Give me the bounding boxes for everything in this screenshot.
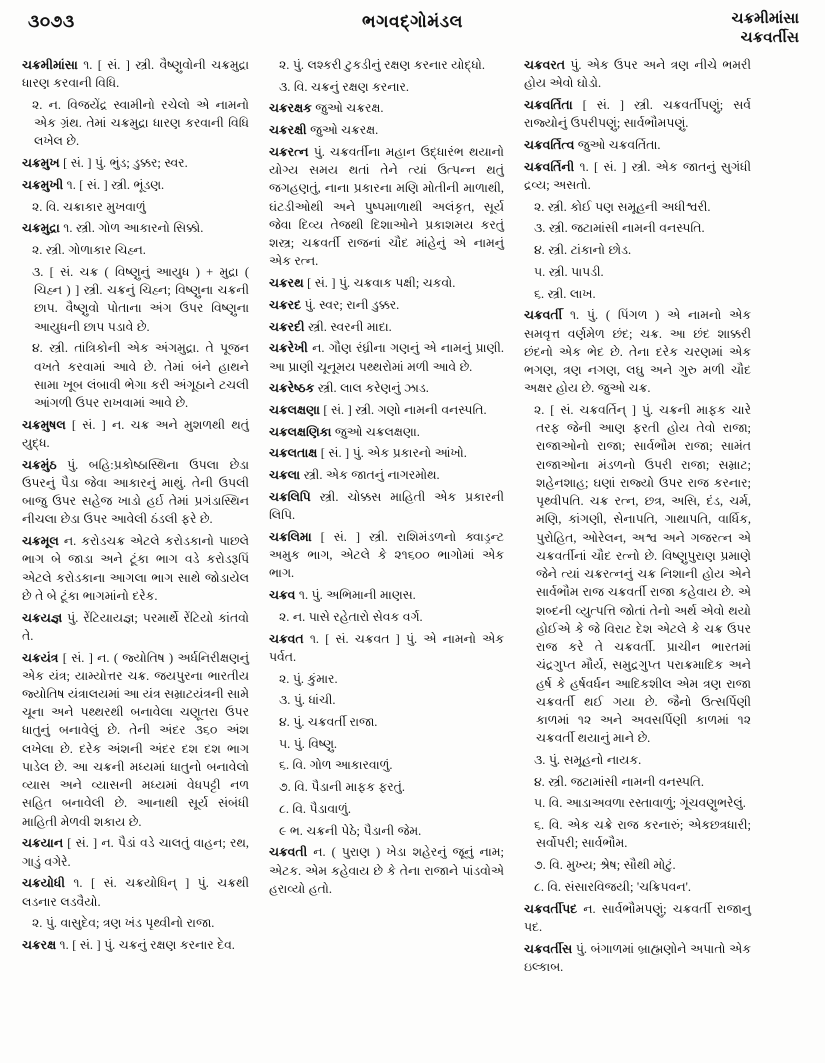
entry-sense: ૫. સ્ત્રી. પાપડી. [534,264,604,279]
entry-sense: ૩. પું. ધાંચી. [279,693,336,708]
dictionary-entry: ચક્રમુદ્રા ૧. સ્ત્રી. ગોળ આકારનો સિક્કો. [22,221,204,236]
dictionary-entry: ચક્રવર્તિની ૧. [ સં. ] સ્ત્રી. એક જાતનું સુગંધી દ્રવ્ય; અસતો. [524,159,751,192]
dictionary-entry: ચક્રયોધી ૧. [ સં. ચક્રયોધિન્ ] પું. ચક્રથી લડનાર લડવૈયો. [22,876,249,909]
headword: ચક્રરક્ષી [269,123,307,138]
dictionary-entry: ચક્રવર્તિત્વ જુઓ ચક્રવર્તિતા. [524,137,661,152]
headword: ચક્રરેષ્ઠક [269,381,315,396]
headword: ચક્રલક્ષણા [269,402,320,417]
entry-sense: ૮. વિ. પૈડાવાળું. [279,801,351,816]
entry-sense: ૩. પું. સમૂહનો નાયક. [534,752,642,767]
headword: ચક્રરદી [269,319,305,334]
entry-sense: ૬. વિ. ગોળ આકારવાળું. [279,758,393,773]
headword: ચક્રવર્તીપદ [524,901,578,916]
entry-sense: ૩. [ સં. ચક્ર ( વિષ્ણુનું આયુધ ) + મુદ્રા ( ચિહ્ન ) ] સ્ત્રી. ચક્રનું ચિહ્ન; વિષ્ણુના ચક્રની છાપ. વૈષ્ણુવો પોતાના અંગ ઉપર વિષ્ણુના આયુધની છાપ પડાવે છે. [32,264,249,334]
dictionary-entry: ચક્રવતી ન. ( પુરાણ ) ખેડા શહેરનું જૂનું નામ; એટક. એમ કહેવાય છે કે તેના રાજાને પાંડવોએ હરાવ્યો હતો. [269,845,504,896]
column-3 [510,56,765,980]
guide-word-first: ચક્રમીમાંસા [731,11,799,27]
entry-sense: ૪. સ્ત્રી. ટાંકાનો છોડ. [534,243,632,258]
dictionary-entry: ચક્રરદ પું. સ્વર; રાની ડુક્કર. [269,297,400,312]
dictionary-entry: ચક્રરત્ન પું. ચક્રવર્તીના મહાન ઉદ્ધારંભ થયાનો યોગ્ય સમય થતાં તેને ત્યાં ઉત્પન્ન થતું જગહણતું, નાના પ્રકારના મણિ મોતીની માળાથી, ઘંટડીઓથી અને પુષ્પમાળાથી અલંકૃત, સૂર્ય જેવા દિવ્ય તેજથી દિશાઓને પ્રકાશમય કરતું શસ્ત્ર; ચક્રવર્તી રાજનાં ચૌદ માંહેનું એ નામનું એક રત્ન. [269,144,504,269]
entry-sense: ૫. વિ. આડાઅવળા રસ્તાવાળું; ગૂંચવણુભરેલું. [534,796,746,811]
entry-sense: ૨. વિ. ચક્રાકાર મુખવાળું [32,199,146,214]
entry-sense: ૨. [ સં. ચક્રવર્તિન્ ] પું. ચક્રની માફક ચારે તરફ જેની આણ ફરતી હોય તેવો રાજા; રાજાઓનો રાજા; સાર્વભૌમ રાજા; સામંત રાજાઓના મંડળનો ઉપરી રાજા; સમ્રાટ; શહેનશાહ; ઘણાં રાજ્યો ઉપર રાજ કરનાર; પૃથ્વીપતિ. ચક્ર રત્ન, છત્ર, અસિ, દંડ, ચર્મ, મણિ, કાંગણી, સેનાપતિ, ગાથાપતિ, વાર્ધિક, પુરોહિત, ઓરેલન, અશ્વ અને ગજરત્ન એ ચક્રવર્તીનાં ચૌદ રત્નો છે. વિષ્ણુપુરાણ પ્રમાણે જેને ત્યાં ચક્રરત્નનું ચક્ર નિશાની હોય એને સાર્વભૌમ રાજ ચક્રવર્તી રાજા કહેવાય છે. એ શબ્દની વ્યુત્પત્તિ જોતાં તેનો અર્થ એવો થયો હોઈએ કે જે વિરાટ દેશ એટલે કે ચક્ર ઉપર રાજ કરે તે ચક્રવર્તી. પ્રાચીન ભારતમાં ચંદ્રગુપ્ત મૌર્ય, સમુદ્રગુપ્ત પરાક્રમાદિક અને હર્ષ કે હર્ષવર્ધન આદિકશીલ એમ ત્રણ રાજા ચક્રવર્તી થઈ ગયા છે. જૈનો ઉત્સર્પિણી કાળમાં ૧૨ અને અવસર્પિણી કાળમાં ૧૨ ચક્રવર્તી થયાનું માને છે. [534,402,751,746]
dictionary-entry: ચક્રરક્ષ ૧. [ સં. ] પું. ચક્રનું રક્ષણ કરનાર દેવ. [22,938,235,953]
dictionary-entry: ચક્રયાન [ સં. ] ન. પૈડાં વડે ચાલતું વાહન; રથ, ગાડું વગેરે. [22,836,249,869]
text-columns [0,56,825,1061]
dictionary-entry: ચક્રરક્ષી જુઓ ચક્રરક્ષ. [269,123,379,138]
dictionary-entry: ચક્રયંત્ર [ સં. ] ન. ( જ્યોતિષ ) અર્ધનિરીક્ષણનું એક યંત્ર; યામ્યોત્તર ચક્ર. જયપુરના ભારતીય જ્યોતિષ યંત્રાલયમાં આ યંત્ર સમ્રાટયંત્રની સામે ચૂના અને પથ્થરથી બનાવેલા ચણૂતરા ઉપર ધાતુનું બનાવેલું છે. તેની અંદર ૩૬૦ અંશ લખેલા છે. દરેક અંશની અંદર દશ દશ ભાગ પાડેલ છે. આ ચક્રની મધ્યમાં ધાતુનો બનાવેલો વ્યાસ અને વ્યાસની મધ્યમાં વેધપટ્ટી નળ સહિત બનાવેલી છે. આનાથી સૂર્ય સંબંધી માહિતી મેળવી શકાય છે. [22,650,249,829]
headword: ચક્રલક્ષણિકા [269,424,332,439]
headword: ચક્રલતાક્ષ [269,446,318,461]
entry-sense: ૬. વિ. એક ચક્રે રાજ કરનારું; એકછત્રધારી; સર્વોપરી; સાર્વભૌમ. [534,818,751,851]
headword: ચક્રયોધી [22,876,65,891]
entry-sense: ૪. સ્ત્રી. જટામાંસી નામની વનસ્પતિ. [534,774,704,789]
headword: ચક્રવતી [269,845,308,860]
dictionary-entry: ચક્રમુષલ [ સં. ] ન. ચક્ર અને મુશળથી થતું યુદ્ધ. [22,417,249,450]
dictionary-entry: ચક્રરેખી ન. ગૌણ રંધ્રીના ગણનું એ નામનું પ્રાણી. આ પ્રાણી ચૂનૂમય પથ્થરોમાં મળી આવે છે. [269,341,504,374]
headword: ચક્રમુષલ [22,417,66,432]
dictionary-entry: ચક્રવ ૧. પું. અભિમાની માણસ. [269,588,416,603]
guide-words [731,10,799,48]
page-number: ૩૦૭૩ [28,12,75,31]
headword: ચક્રમુદ્રા [22,221,60,236]
headword: ચક્રયંત્ર [22,650,59,665]
dictionary-entry: ચક્રલક્ષણા [ સં. ] સ્ત્રી. ગણો નામની વનસ્પતિ. [269,402,487,417]
headword: ચક્રવ [269,588,296,603]
headword: ચક્રવત [269,631,304,646]
headword: ચક્રરત્ન [269,144,309,159]
entry-sense: ૨. પું. વાસુદેવ; ત્રણ ખંડ પૃથ્વીનો રાજા. [32,916,215,931]
dictionary-entry: ચક્રવર્તિતા [ સં. ] સ્ત્રી. ચક્રવર્તીપણું; સર્વ રાજ્યોનું ઉપરીપણું; સાર્વભૌમપણું. [524,97,751,131]
dictionary-entry: ચક્રલા સ્ત્રી. એક જાતનું નાગરમોથ. [269,468,440,483]
column-1 [0,56,255,958]
entry-sense: ૪. સ્ત્રી. તાંત્રિકોની એક અંગમુદ્રા. તે પૂજન વખતે કરવામાં આવે છે. તેમાં બંને હાથને સામા ખૂબ લંબાવી ભેગા કરી અંગૂઠાને ટચલી આંગળી ઉપર રાખવામાં આવે છે. [32,341,249,410]
entry-sense: ૨. ન. વિજયેંદ્ર સ્વામીનો રચેલો એ નામનો એક ગ્રંથ. તેમાં ચક્રમુદ્રા ધારણ કરવાની વિધિ લખેલ છે. [32,97,249,149]
headword: ચક્રવર્તિત્વ [524,137,575,152]
headword: ચક્રરક્ષ [22,938,57,953]
dictionary-entry: ચક્રવર્તીસ પું. બંગાળમાં બ્રાહ્મણોને અપાતો એક ઇલ્કાબ. [524,941,751,974]
headword: ચક્રલિમા [269,529,312,544]
dictionary-entry: ચક્રમુખી ૧. [ સં. ] સ્ત્રી. ભૂંડણ. [22,177,165,192]
headword: ચક્રવર્તી [524,308,563,323]
dictionary-entry: ચક્રલતાક્ષ [ સં. ] પું. એક પ્રકારનો આંખો. [269,446,467,461]
entry-sense: ૨. સ્ત્રી. કોઈ પણ સમૂહની અધીશ્વરી. [534,199,711,214]
entry-sense: ૯ ભ. ચક્રની પેઠે; પૈડાની જેમ. [279,823,422,838]
headword: ચક્રવર્તીસ [524,941,573,956]
headword: ચક્રયજ્ઞ [22,610,63,625]
dictionary-entry: ચક્રલિપિ સ્ત્રી. ચોક્કસ માહિતી એક પ્રકારની લિપિ. [269,489,504,523]
dictionary-entry: ચક્રવરત પું. એક ઉપર અને ત્રણ નીચે ભમરી હોય એવો ઘોડો. [524,58,751,91]
dictionary-entry: ચક્રલક્ષણિકા જુઓ ચક્રલક્ષણા. [269,424,420,439]
dictionary-entry: ચક્રરદી સ્ત્રી. સ્વરની માદા. [269,319,392,334]
headword: ચક્રવર્તિની [524,159,575,174]
guide-word-last: ચક્રવર્તીસ [740,29,799,46]
entry-sense: ૨. પું. કુંમાર. [279,671,338,686]
entry-sense: ૩. વિ. ચક્રનું રક્ષણ કરનાર. [279,79,409,94]
headword: ચક્રરથ [269,276,304,291]
entry-sense: ૨. પું. લશ્કરી ટુકડીનું રક્ષણ કરનાર યોદ્ધો. [279,58,485,72]
dictionary-entry: ચક્રયજ્ઞ પું. રેંટિયાયજ્ઞ; પરમાર્થે રેંટિયો કાંતવો તે. [22,610,249,643]
dictionary-entry: ચક્રમુંઠ પું. બહિ:પ્રકોષ્ઠાસ્થિના ઉપલા છેડા ઉપરનું પૈડા જેવા આકારનું માથું. તેની ઉપલી બાજુ ઉપર સહેજ ખાડો હર્ઇ તેમાં પ્રગંડાસ્થિન નીચલા છેડા ઉપર આવેલી ઠંડલી ફરે છે. [22,457,249,527]
dictionary-entry: ચક્રરથ [ સં. ] પું. ચક્રવાક પક્ષી; ચકવો. [269,276,456,291]
headword: ચક્રયાન [22,836,64,851]
dictionary-entry: ચક્રવર્તી ૧. પું. ( પિંગળ ) એ નામનો એક સમવૃત્ત વર્ણમેળ છંદ; ચક્ર. આ છંદ શાક્કરી છંદનો એક ભેદ છે. તેના દરેક ચરણમાં એક ભગણ, ત્રણ નગણ, લઘુ અને ગુરુ મળી ચૌદ અક્ષર હોય છે. જુઓ ચક્ર. [524,308,751,396]
running-head [0,0,825,52]
headword: ચક્રરક્ષક [269,101,312,116]
entry-sense: ૪. પું. ચક્રવર્તી રાજા. [279,715,378,729]
dictionary-entry: ચક્રરેષ્ઠક સ્ત્રી. લાલ કરેણનું ઝાડ. [269,381,429,396]
headword: ચક્રમુખી [22,177,64,192]
dictionary-entry: ચક્રલિમા [ સં. ] સ્ત્રી. રાશિમંડળનો ક્વાડ્રન્ટ અમુક ભાગ, એટલે કે ૨૧૬૦૦ ભાગોમાં એક ભાગ. [269,529,504,581]
entry-sense: ૭. વિ. મુખ્ય; શ્રેષ; સૌથી મોટું. [534,858,676,873]
headword: ચક્રવરત [524,58,566,72]
headword: ચક્રરદ [269,297,301,312]
entry-sense: ૨. ન. પાસે રહેતારો સેવક વર્ગ. [279,609,423,624]
entry-sense: ૩. સ્ત્રી. જટામાંસી નામની વનસ્પતિ. [534,221,705,236]
dictionary-entry: ચક્રવત ૧. [ સં. ચક્રવત ] પું. એ નામનો એક પર્વત. [269,631,504,664]
column-2 [255,56,510,902]
entry-sense: ૨. સ્ત્રી. ગોળાકાર ચિહ્ન. [32,243,146,258]
headword: ચક્રલા [269,468,301,483]
headword: ચક્રમુખ [22,156,60,171]
headword: ચક્રરેખી [269,341,308,356]
entry-sense: ૮. વિ. સંસારવિજયી; 'ચક્રિપવન'. [534,879,691,894]
headword: ચક્રવર્તિતા [524,97,573,112]
headword: ચક્રમુંઠ [22,457,57,472]
entry-sense: ૫. પું. વિષ્ણુ. [279,736,338,751]
dictionary-entry: ચક્રવર્તીપદ ન. સાર્વભૌમપણું; ચક્રવર્તી રાજાનુ પદ. [524,901,751,934]
entry-sense: ૭. વિ. પૈડાની માફક ફરતું. [279,780,405,795]
dictionary-entry: ચક્રમીમાંસા ૧. [ સં. ] સ્ત્રી. વૈષ્ણુવોની ચક્રમુદ્રા ધારણ કરવાની વિધિ. [22,58,249,91]
headword: ચક્રમીમાંસા [22,58,78,72]
dictionary-entry: ચક્રમૂલ ન. કરોડચક્ર એટલે કરોડકાનો પાછલે ભાગ બે જાડા અને ટૂંકા ભાગ વડે કરોડરૂપિં એટલે કરોડકાના આગલા ભાગ સાથે જોડાયેલ છે તે બે ટૂંકા ભાગમાંનો દરેક. [22,534,249,603]
headword: ચક્રલિપિ [269,489,311,504]
book-title: ભગવદ્ગોમંડલ [362,12,463,31]
entry-sense: ૬. સ્ત્રી. લાખ. [534,286,596,301]
headword: ચક્રમૂલ [22,534,59,549]
dictionary-entry: ચક્રમુખ [ સં. ] પું. ભુંડ; ડુક્કર; સ્વર. [22,156,188,171]
dictionary-entry: ચક્રરક્ષક જુઓ ચક્રરક્ષ. [269,101,384,116]
